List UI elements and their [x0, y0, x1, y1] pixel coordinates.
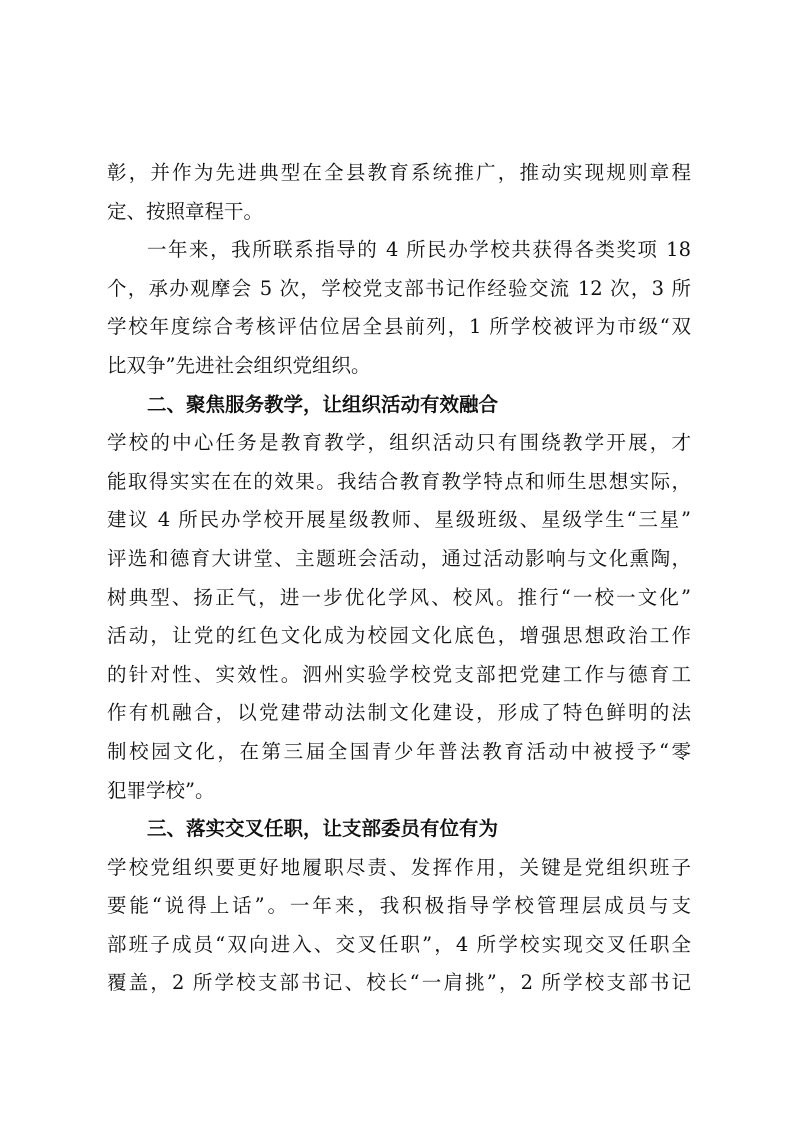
text-line: 的针对性、实效性。泗州实验学校党支部把党建工作与德育工	[107, 662, 691, 686]
text-line: 树典型、扬正气，进一步优化学风、校风。推行“一校一文化”	[107, 585, 691, 609]
text-line: 建议 4 所民办学校开展星级教师、星级班级、星级学生“三星”	[107, 508, 691, 532]
text-line: 学校党组织要更好地履职尽责、发挥作用，关键是党组织班子	[107, 855, 691, 879]
text-line: 活动，让党的红色文化成为校园文化底色，增强思想政治工作	[107, 624, 691, 648]
text-line: 犯罪学校”。	[107, 778, 215, 802]
document-page	[107, 154, 691, 1003]
text-line: 作有机融合，以党建带动法制文化建设，形成了特色鲜明的法	[107, 701, 691, 725]
text-line: 能取得实实在在的效果。我结合教育教学特点和师生思想实际，	[107, 469, 691, 493]
text-line: 彰，并作为先进典型在全县教育系统推广，推动实现规则章程	[107, 161, 691, 184]
section-heading: 三、落实交叉任职，让支部委员有位有为	[147, 817, 499, 841]
text-line: 覆盖，2 所学校支部书记、校长“一肩挑”，2 所学校支部书记	[107, 971, 691, 995]
text-line: 一年来，我所联系指导的 4 所民办学校共获得各类奖项 18	[147, 238, 691, 262]
text-line: 定、按照章程干。	[107, 199, 264, 223]
text-line: 部班子成员“双向进入、交叉任职”，4 所学校实现交叉任职全	[107, 932, 691, 956]
text-line: 要能“说得上话”。一年来，我积极指导学校管理层成员与支	[107, 894, 691, 918]
text-line: 学校的中心任务是教育教学，组织活动只有围绕教学开展，才	[107, 431, 691, 455]
text-line: 制校园文化，在第三届全国青少年普法教育活动中被授予“零	[107, 739, 691, 763]
section-heading: 二、聚焦服务教学，让组织活动有效融合	[147, 392, 499, 416]
text-line: 学校年度综合考核评估位居全县前列，1 所学校被评为市级“双	[107, 315, 691, 339]
text-line: 个，承办观摩会 5 次，学校党支部书记作经验交流 12 次，3 所	[107, 276, 691, 300]
text-line: 比双争”先进社会组织党组织。	[107, 353, 371, 377]
text-line: 评选和德育大讲堂、主题班会活动，通过活动影响与文化熏陶，	[107, 546, 691, 570]
